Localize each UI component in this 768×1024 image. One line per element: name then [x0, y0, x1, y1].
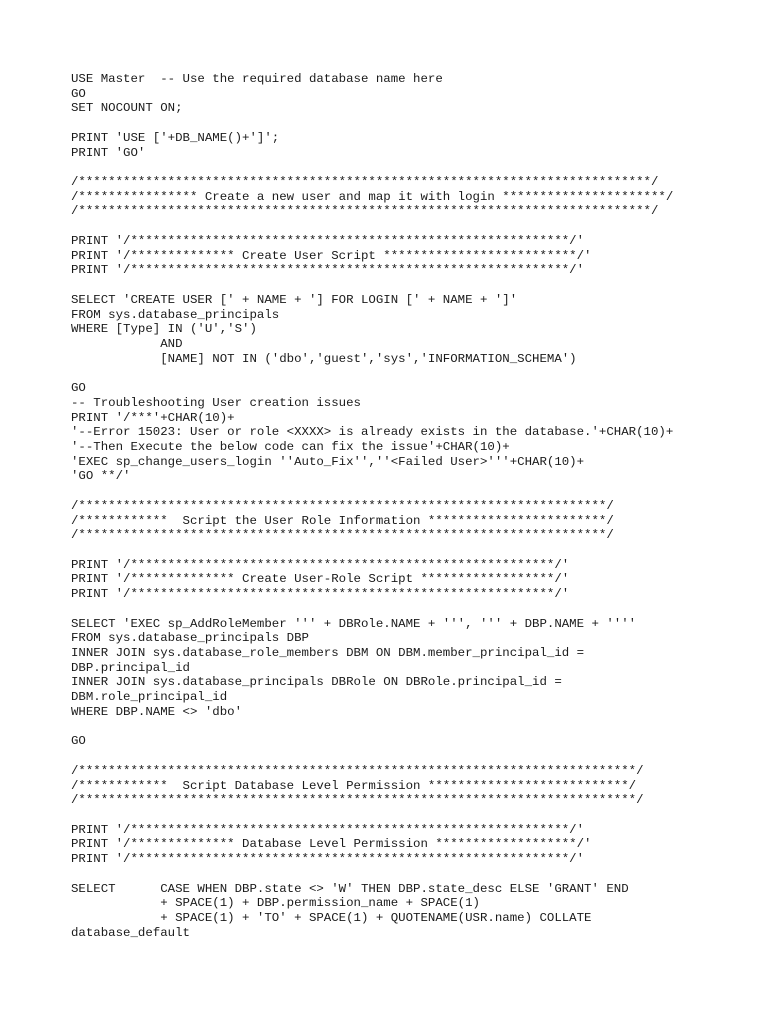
- code-line: WHERE DBP.NAME <> 'dbo': [71, 704, 243, 719]
- code-line: PRINT '/***'+CHAR(10)+: [71, 410, 235, 425]
- blank-line: [71, 160, 751, 175]
- blank-line: [71, 219, 751, 234]
- code-line: SET NOCOUNT ON;: [71, 101, 183, 116]
- blank-line: [71, 366, 751, 381]
- code-line: GO: [71, 381, 86, 396]
- blank-line: [71, 720, 751, 735]
- code-line: /***************************************************************************/: [71, 793, 644, 808]
- code-line: /**************** Create a new user and map it with login **********************/: [71, 189, 674, 204]
- code-line: GO: [71, 86, 86, 101]
- code-line: INNER JOIN sys.database_principals DBRole ON DBRole.principal_id =: [71, 675, 562, 690]
- code-line: PRINT '/*********************************************************/': [71, 587, 570, 602]
- code-line: /***********************************************************************/: [71, 528, 614, 543]
- code-line: /*****************************************************************************/: [71, 175, 659, 190]
- blank-line: [71, 543, 751, 558]
- code-line: INNER JOIN sys.database_role_members DBM ON DBM.member_principal_id =: [71, 646, 585, 661]
- code-line: FROM sys.database_principals: [71, 307, 280, 322]
- blank-line: [71, 278, 751, 293]
- code-line: PRINT 'USE ['+DB_NAME()+']';: [71, 130, 280, 145]
- code-line: SELECT 'CREATE USER [' + NAME + '] FOR LOGIN [' + NAME + ']': [71, 292, 518, 307]
- code-line: PRINT '/************** Database Level Permission *******************/': [71, 837, 592, 852]
- code-line: database_default: [71, 925, 190, 940]
- blank-line: [71, 484, 751, 499]
- code-line: 'GO **/': [71, 469, 131, 484]
- code-line: PRINT '/***********************************************************/': [71, 233, 585, 248]
- code-line: '--Error 15023: User or role <XXXX> is already exists in the database.'+CHAR(10)+: [71, 425, 674, 440]
- code-line: PRINT '/************** Create User Script **************************/': [71, 248, 592, 263]
- code-line: [NAME] NOT IN ('dbo','guest','sys','INFORMATION_SCHEMA'): [71, 351, 577, 366]
- code-line: SELECT 'EXEC sp_AddRoleMember ''' + DBRole.NAME + ''', ''' + DBP.NAME + '''': [71, 616, 637, 631]
- code-line: GO: [71, 734, 86, 749]
- code-line: DBP.principal_id: [71, 660, 190, 675]
- code-line: PRINT '/*********************************************************/': [71, 557, 570, 572]
- code-line: AND: [71, 336, 183, 351]
- code-line: /************ Script the User Role Information ************************/: [71, 513, 614, 528]
- code-line: FROM sys.database_principals DBP: [71, 631, 309, 646]
- code-line: SELECT CASE WHEN DBP.state <> 'W' THEN DBP.state_desc ELSE 'GRANT' END: [71, 881, 629, 896]
- code-line: /*****************************************************************************/: [71, 204, 659, 219]
- code-line: PRINT '/***********************************************************/': [71, 822, 585, 837]
- blank-line: [71, 116, 751, 131]
- code-line: '--Then Execute the below code can fix the issue'+CHAR(10)+: [71, 439, 510, 454]
- blank-line: [71, 749, 751, 764]
- code-line: PRINT '/***********************************************************/': [71, 263, 585, 278]
- code-line: PRINT 'GO': [71, 145, 146, 160]
- code-line: USE Master -- Use the required database name here: [71, 72, 443, 86]
- sql-script-page: [71, 72, 751, 940]
- code-line: WHERE [Type] IN ('U','S'): [71, 322, 257, 337]
- blank-line: [71, 808, 751, 823]
- blank-line: [71, 867, 751, 882]
- code-line: /***************************************************************************/: [71, 763, 644, 778]
- code-line: + SPACE(1) + DBP.permission_name + SPACE(1): [71, 896, 480, 911]
- code-line: PRINT '/***********************************************************/': [71, 852, 585, 867]
- code-line: /************ Script Database Level Permission ***************************/: [71, 778, 637, 793]
- blank-line: [71, 602, 751, 617]
- code-line: -- Troubleshooting User creation issues: [71, 395, 361, 410]
- code-line: + SPACE(1) + 'TO' + SPACE(1) + QUOTENAME(USR.name) COLLATE: [71, 910, 592, 925]
- code-line: DBM.role_principal_id: [71, 690, 228, 705]
- code-line: /***********************************************************************/: [71, 498, 614, 513]
- code-line: 'EXEC sp_change_users_login ''Auto_Fix'',''<Failed User>'''+CHAR(10)+: [71, 454, 585, 469]
- code-line: PRINT '/************** Create User-Role Script ******************/': [71, 572, 570, 587]
